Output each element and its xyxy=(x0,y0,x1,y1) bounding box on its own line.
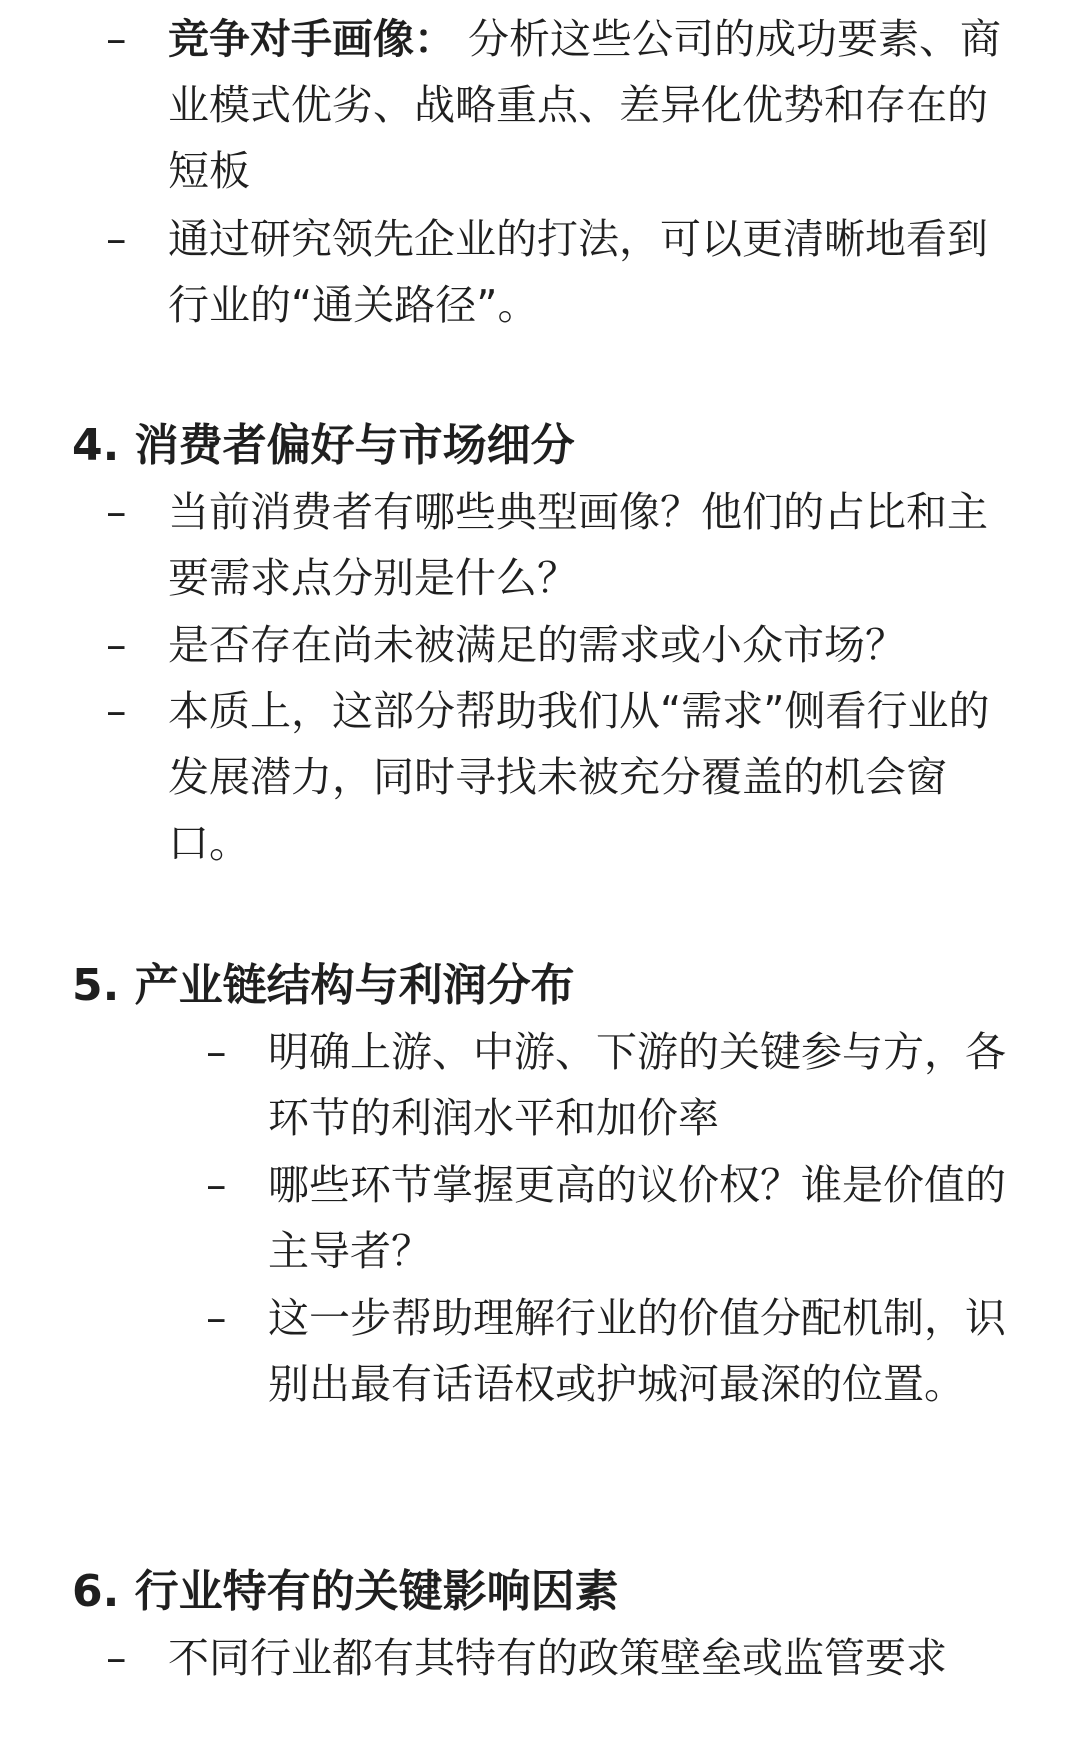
section-heading: 6. 行业特有的关键影响因素 xyxy=(72,1566,619,1617)
list-item xyxy=(0,206,1080,338)
list-item-text: 本质上，这部分帮助我们从“需求”侧看行业的发展潜力，同时寻找未被充分覆盖的机会窗口。 xyxy=(168,687,990,867)
bullet-dash: – xyxy=(106,215,127,263)
list-item-text: 哪些环节掌握更高的议价权？谁是价值的主导者？ xyxy=(268,1161,1006,1275)
item-body: 分析这些公司的成功要素、商业模式优劣、战略重点、差异化优势和存在的短板 xyxy=(168,15,1002,195)
section-heading: 4. 消费者偏好与市场细分 xyxy=(72,420,575,471)
list-item-text: 明确上游、中游、下游的关键参与方，各环节的利润水平和加价率 xyxy=(268,1028,1006,1142)
list-item-text: 通过研究领先企业的打法，可以更清晰地看到行业的“通关路径”。 xyxy=(168,215,988,329)
list-item-text: 当前消费者有哪些典型画像？他们的占比和主要需求点分别是什么？ xyxy=(168,488,988,602)
bullet-dash: – xyxy=(106,621,127,669)
list-item xyxy=(0,479,1080,611)
bullet-dash: – xyxy=(106,687,127,735)
item-label: 竞争对手画像： xyxy=(168,15,455,63)
bullet-dash: – xyxy=(106,1634,127,1682)
list-item-text: 是否存在尚未被满足的需求或小众市场？ xyxy=(168,621,906,669)
bullet-dash: – xyxy=(106,15,127,63)
bullet-dash: – xyxy=(206,1294,227,1342)
list-item-text: 不同行业都有其特有的政策壁垒或监管要求 xyxy=(168,1634,947,1682)
list-item xyxy=(0,1285,1080,1483)
bullet-dash: – xyxy=(106,488,127,536)
bullet-dash: – xyxy=(206,1161,227,1209)
list-item-text xyxy=(168,6,1003,204)
list-item xyxy=(0,1152,1080,1284)
list-item xyxy=(0,678,1080,876)
bullet-dash: – xyxy=(206,1028,227,1076)
list-item-text: 这一步帮助理解行业的价值分配机制，识别出最有话语权或护城河最深的位置。 xyxy=(268,1294,1006,1408)
list-item xyxy=(0,1625,1080,1741)
section-heading: 5. 产业链结构与利润分布 xyxy=(72,960,575,1011)
list-item xyxy=(0,612,1080,678)
list-item xyxy=(0,6,1080,204)
list-item xyxy=(0,1019,1080,1151)
